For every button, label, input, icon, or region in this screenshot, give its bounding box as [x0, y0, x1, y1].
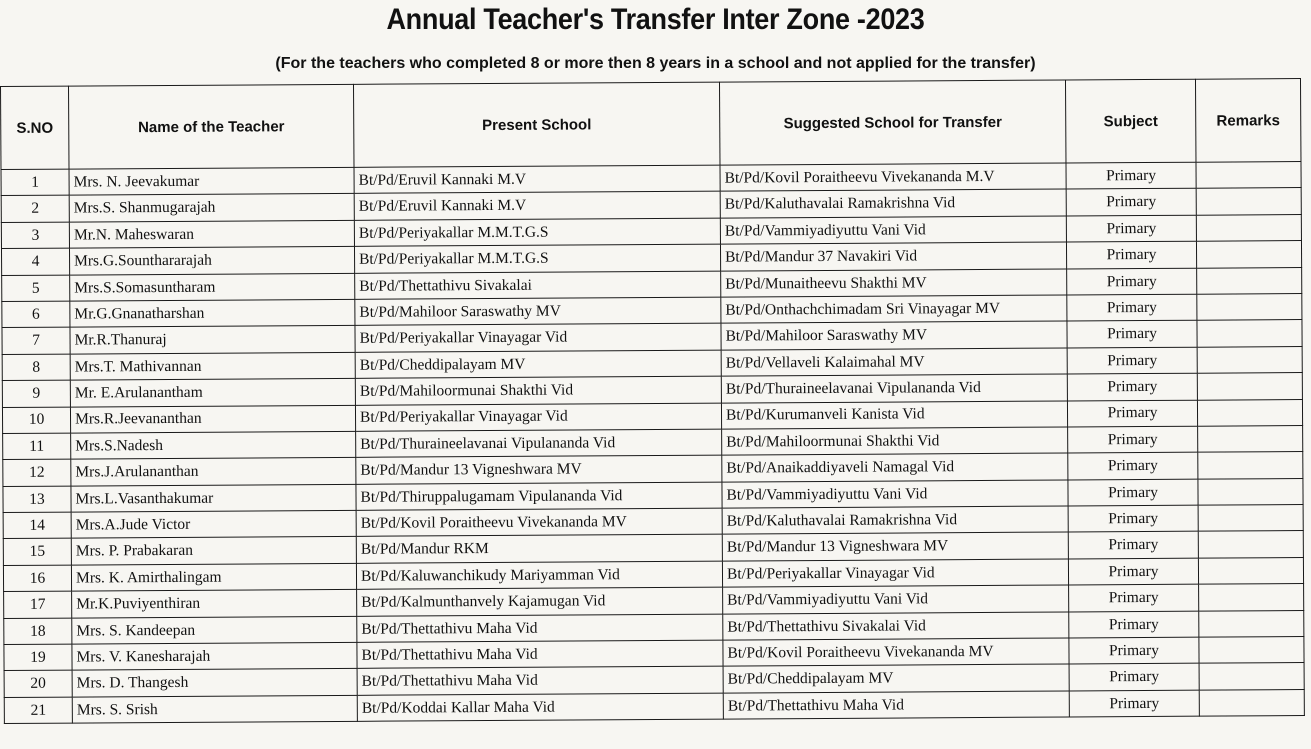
cell-present-school: Bt/Pd/Periyakallar Vinayagar Vid — [355, 323, 721, 352]
cell-present-school: Bt/Pd/Thettathivu Maha Vid — [357, 640, 723, 669]
cell-suggested-school: Bt/Pd/Mandur 37 Navakiri Vid — [720, 242, 1066, 271]
cell-present-school: Bt/Pd/Mahiloormunai Shakthi Vid — [355, 376, 721, 405]
page-title: Annual Teacher's Transfer Inter Zone -2023 — [386, 2, 925, 36]
cell-teacher-name: Mrs.G.Sounthararajah — [69, 247, 354, 275]
cell-subject: Primary — [1067, 321, 1197, 348]
cell-subject: Primary — [1069, 664, 1199, 691]
cell-present-school: Bt/Pd/Mandur 13 Vigneshwara MV — [356, 455, 722, 484]
cell-subject: Primary — [1068, 532, 1198, 559]
cell-remarks — [1197, 294, 1302, 321]
cell-remarks — [1196, 162, 1301, 189]
cell-sno: 11 — [3, 433, 71, 460]
column-header-remarks: Remarks — [1195, 79, 1301, 163]
column-header-sno: S.NO — [1, 86, 70, 169]
cell-suggested-school: Bt/Pd/Thettathivu Sivakalai Vid — [723, 612, 1069, 641]
cell-present-school: Bt/Pd/Kaluwanchikudy Mariyamman Vid — [356, 561, 722, 590]
cell-subject: Primary — [1066, 162, 1196, 189]
cell-sno: 8 — [2, 354, 70, 381]
table-header-row — [1, 79, 1301, 170]
cell-present-school: Bt/Pd/Kovil Poraitheevu Vivekananda MV — [356, 508, 722, 537]
cell-sno: 4 — [1, 248, 69, 275]
cell-teacher-name: Mr.K.Puviyenthiran — [72, 590, 357, 618]
cell-remarks — [1196, 214, 1301, 241]
cell-remarks — [1199, 584, 1304, 611]
cell-present-school: Bt/Pd/Cheddipalayam MV — [355, 350, 721, 379]
cell-present-school: Bt/Pd/Thuraineelavanai Vipulananda Vid — [356, 429, 722, 458]
cell-sno: 13 — [3, 486, 71, 513]
cell-subject: Primary — [1066, 215, 1196, 242]
cell-subject: Primary — [1066, 189, 1196, 216]
column-header-present-school: Present School — [353, 82, 720, 167]
cell-suggested-school: Bt/Pd/Cheddipalayam MV — [723, 664, 1069, 693]
cell-present-school: Bt/Pd/Eruvil Kannaki M.V — [354, 165, 720, 194]
cell-teacher-name: Mrs. N. Jeevakumar — [69, 167, 354, 195]
cell-subject: Primary — [1066, 241, 1196, 268]
cell-sno: 7 — [2, 327, 70, 354]
cell-present-school: Bt/Pd/Mandur RKM — [356, 535, 722, 564]
cell-subject: Primary — [1068, 505, 1198, 532]
cell-remarks — [1198, 531, 1303, 558]
cell-subject: Primary — [1069, 611, 1199, 638]
cell-present-school: Bt/Pd/Kalmunthanvely Kajamugan Vid — [357, 587, 723, 616]
cell-subject: Primary — [1068, 558, 1198, 585]
column-header-suggested-school: Suggested School for Transfer — [719, 80, 1066, 165]
cell-suggested-school: Bt/Pd/Munaitheevu Shakthi MV — [721, 269, 1067, 298]
cell-teacher-name: Mrs.S.Nadesh — [71, 431, 356, 459]
cell-suggested-school: Bt/Pd/Vammiyadiyuttu Vani Vid — [720, 216, 1066, 245]
cell-subject: Primary — [1069, 690, 1199, 717]
cell-teacher-name: Mrs.T. Mathivannan — [70, 352, 355, 380]
cell-suggested-school: Bt/Pd/Onthachchimadam Sri Vinayagar MV — [721, 295, 1067, 324]
cell-suggested-school: Bt/Pd/Anaikaddiyaveli Namagal Vid — [722, 453, 1068, 482]
cell-sno: 21 — [4, 697, 72, 724]
cell-subject: Primary — [1068, 479, 1198, 506]
cell-subject: Primary — [1067, 400, 1197, 427]
cell-subject: Primary — [1068, 452, 1198, 479]
cell-present-school: Bt/Pd/Eruvil Kannaki M.V — [354, 191, 720, 220]
cell-sno: 20 — [4, 670, 72, 697]
cell-sno: 2 — [1, 195, 69, 222]
cell-suggested-school: Bt/Pd/Mahiloor Saraswathy MV — [721, 321, 1067, 350]
cell-present-school: Bt/Pd/Periyakallar M.M.T.G.S — [354, 218, 720, 247]
cell-present-school: Bt/Pd/Thettathivu Sivakalai — [355, 271, 721, 300]
cell-teacher-name: Mrs. V. Kanesharajah — [72, 642, 357, 670]
cell-suggested-school: Bt/Pd/Vammiyadiyuttu Vani Vid — [722, 480, 1068, 509]
cell-remarks — [1198, 557, 1303, 584]
column-header-name: Name of the Teacher — [69, 84, 355, 169]
cell-remarks — [1199, 663, 1304, 690]
cell-suggested-school: Bt/Pd/Kovil Poraitheevu Vivekananda M.V — [720, 163, 1066, 192]
cell-suggested-school: Bt/Pd/Thuraineelavanai Vipulananda Vid — [721, 374, 1067, 403]
cell-present-school: Bt/Pd/Periyakallar M.M.T.G.S — [354, 244, 720, 273]
cell-teacher-name: Mr.N. Maheswaran — [69, 220, 354, 248]
cell-present-school: Bt/Pd/Koddai Kallar Maha Vid — [357, 693, 723, 722]
cell-teacher-name: Mr.G.Gnanatharshan — [70, 299, 355, 327]
cell-present-school: Bt/Pd/Mahiloor Saraswathy MV — [355, 297, 721, 326]
cell-remarks — [1198, 425, 1303, 452]
cell-sno: 12 — [3, 459, 71, 486]
cell-remarks — [1199, 637, 1304, 664]
cell-present-school: Bt/Pd/Thettathivu Maha Vid — [357, 667, 723, 696]
cell-teacher-name: Mrs. S. Kandeepan — [72, 616, 357, 644]
cell-teacher-name: Mr. E.Arulanantham — [70, 378, 355, 406]
cell-present-school: Bt/Pd/Thiruppalugamam Vipulananda Vid — [356, 482, 722, 511]
cell-remarks — [1198, 505, 1303, 532]
cell-sno: 14 — [3, 512, 71, 539]
cell-teacher-name: Mr.R.Thanuraj — [70, 326, 355, 354]
cell-subject: Primary — [1067, 294, 1197, 321]
cell-remarks — [1196, 241, 1301, 268]
cell-sno: 1 — [1, 169, 69, 196]
cell-remarks — [1198, 478, 1303, 505]
transfer-table — [0, 78, 1305, 724]
page-subtitle: (For the teachers who completed 8 or more then 8 years in a school and not applied for the transfer) — [275, 55, 1036, 72]
cell-subject: Primary — [1067, 373, 1197, 400]
cell-remarks — [1199, 689, 1304, 716]
cell-remarks — [1197, 346, 1302, 373]
cell-remarks — [1197, 373, 1302, 400]
cell-suggested-school: Bt/Pd/Mandur 13 Vigneshwara MV — [722, 532, 1068, 561]
cell-suggested-school: Bt/Pd/Vammiyadiyuttu Vani Vid — [723, 585, 1069, 614]
cell-sno: 6 — [2, 301, 70, 328]
cell-present-school: Bt/Pd/Periyakallar Vinayagar Vid — [355, 403, 721, 432]
cell-teacher-name: Mrs.J.Arulananthan — [71, 458, 356, 486]
cell-sno: 10 — [2, 407, 70, 434]
cell-present-school: Bt/Pd/Thettathivu Maha Vid — [357, 614, 723, 643]
cell-remarks — [1199, 610, 1304, 637]
cell-teacher-name: Mrs.S.Somasuntharam — [70, 273, 355, 301]
cell-suggested-school: Bt/Pd/Kurumanveli Kanista Vid — [721, 401, 1067, 430]
cell-sno: 17 — [4, 591, 72, 618]
cell-remarks — [1197, 267, 1302, 294]
cell-remarks — [1196, 188, 1301, 215]
cell-subject: Primary — [1069, 637, 1199, 664]
transfer-table-wrapper — [0, 78, 1305, 724]
cell-sno: 16 — [3, 565, 71, 592]
cell-subject: Primary — [1069, 584, 1199, 611]
cell-subject: Primary — [1067, 347, 1197, 374]
cell-teacher-name: Mrs. D. Thangesh — [72, 669, 357, 697]
cell-suggested-school: Bt/Pd/Kaluthavalai Ramakrishna Vid — [720, 189, 1066, 218]
cell-subject: Primary — [1068, 426, 1198, 453]
cell-sno: 18 — [4, 618, 72, 645]
cell-remarks — [1198, 452, 1303, 479]
cell-suggested-school: Bt/Pd/Mahiloormunai Shakthi Vid — [722, 427, 1068, 456]
cell-suggested-school: Bt/Pd/Periyakallar Vinayagar Vid — [722, 559, 1068, 588]
cell-remarks — [1197, 320, 1302, 347]
column-header-subject: Subject — [1065, 79, 1196, 163]
cell-teacher-name: Mrs.R.Jeevananthan — [70, 405, 355, 433]
cell-remarks — [1197, 399, 1302, 426]
cell-teacher-name: Mrs. P. Prabakaran — [71, 537, 356, 565]
cell-teacher-name: Mrs.A.Jude Victor — [71, 510, 356, 538]
cell-suggested-school: Bt/Pd/Vellaveli Kalaimahal MV — [721, 348, 1067, 377]
cell-sno: 5 — [2, 275, 70, 302]
cell-sno: 15 — [3, 539, 71, 566]
cell-teacher-name: Mrs. K. Amirthalingam — [71, 563, 356, 591]
cell-sno: 3 — [1, 222, 69, 249]
table-body — [1, 162, 1304, 724]
cell-subject: Primary — [1067, 268, 1197, 295]
cell-teacher-name: Mrs.S. Shanmugarajah — [69, 194, 354, 222]
cell-suggested-school: Bt/Pd/Thettathivu Maha Vid — [723, 691, 1069, 720]
cell-suggested-school: Bt/Pd/Kovil Poraitheevu Vivekananda MV — [723, 638, 1069, 667]
cell-teacher-name: Mrs.L.Vasanthakumar — [71, 484, 356, 512]
cell-teacher-name: Mrs. S. Srish — [72, 695, 357, 723]
cell-sno: 9 — [2, 380, 70, 407]
cell-sno: 19 — [4, 644, 72, 671]
cell-suggested-school: Bt/Pd/Kaluthavalai Ramakrishna Vid — [722, 506, 1068, 535]
